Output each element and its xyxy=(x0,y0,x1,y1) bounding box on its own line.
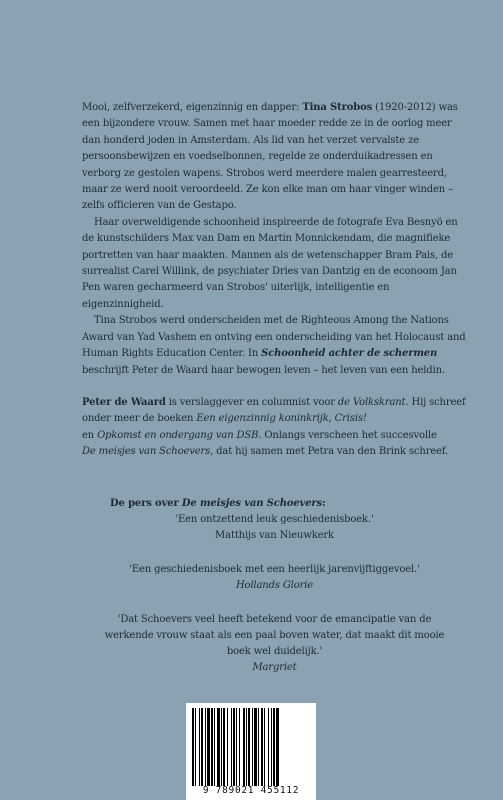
barcode-bars xyxy=(191,708,311,786)
blurb-paragraph-1 xyxy=(82,100,467,215)
newspaper-name: de Volkskrant xyxy=(337,396,406,408)
blurb-p1-body: (1920-2012) was een bijzondere vrouw. Samen met haar moeder redde ze in de oorlog meer dan honderd joden in Amsterdam. Als lid van het verzet vervalste ze persoonsbewijzen en voedselbonnen, regelde ze onderduikadressen en verborg ze gestolen wapens. Strobos werd meerdere malen gearresteerd, maar ze werd nooit veroordeeld. Ze kon elke man om haar vinger winden – zelfs officieren van de Gestapo. xyxy=(82,102,458,212)
blurb xyxy=(82,100,467,461)
quote-text: 'Dat Schoevers veel heeft betekend voor de emancipatie van de werkende vrouw staat als een paal boven water, dat maakt dit mooie boek wel duidelijk.' xyxy=(104,614,445,657)
author-bio-text-2: . Hij schreef onder meer de boeken xyxy=(82,396,466,425)
press-quote xyxy=(82,512,467,544)
author-bio-sep: , xyxy=(328,413,335,425)
quote-source: Matthijs van Nieuwkerk xyxy=(215,530,334,541)
press-header-colon: : xyxy=(322,498,326,509)
quote-text: 'Een ontzettend leuk geschiedenisboek.' xyxy=(175,514,374,525)
press-header-text: De pers over xyxy=(110,498,182,509)
blurb-p2-body: Haar overweldigende schoonheid inspireerde de fotografe Eva Besnyö en de kunstschilders Max van Dam en Martin Monnickendam, die magnifieke portretten van haar maakten. Mannen als de wetenschapper Bram Pais, de surrealist Carel Willink, de psychiater Dries van Dantzig en de econoom Jan Pen waren gecharmeerd van Strobos' uiterlijk, intelligentie en eigenzinnigheid. xyxy=(82,216,458,310)
author-bio xyxy=(82,395,467,461)
blurb-paragraph-2 xyxy=(82,215,467,313)
quote-source: Margriet xyxy=(252,662,297,673)
quote-text: 'Een geschiedenisboek met een heerlijk jarenvijftiggevoel.' xyxy=(129,564,420,575)
press-header-title: De meisjes van Schoevers xyxy=(181,498,323,509)
blurb-p1-intro: Mooi, zelfverzekerd, eigenzinnig en dapper: xyxy=(82,102,303,113)
author-book-4: De meisjes van Schoevers xyxy=(82,446,211,458)
quote-source: Hollands Glorie xyxy=(235,580,314,591)
press-quote xyxy=(82,562,467,594)
blurb-p3-body: beschrijft Peter de Waard haar bewogen leven – het leven van een heldin. xyxy=(82,364,445,376)
author-book-2: Crisis! xyxy=(334,413,367,425)
author-bio-text-5: , dat hij samen met Petra van den Brink schreef. xyxy=(210,446,449,458)
blurb-p3-intro: Tina Strobos werd onderscheiden met de Righteous Among the Nations Award van Yad Vashem en ontving een onderscheiding van het Holocaust and Human Rights Education Center. In xyxy=(82,315,466,360)
blurb-paragraph-3 xyxy=(82,313,467,379)
author-bio-text-4: . Onlangs verscheen het succesvolle xyxy=(258,429,437,441)
book-title: Schoonheid achter de schermen xyxy=(261,348,438,360)
author-name: Peter de Waard xyxy=(82,396,166,408)
isbn-number: 9 789021 455112 xyxy=(202,785,300,796)
press-header xyxy=(82,496,467,512)
author-bio-text-3: en xyxy=(82,429,98,441)
press-quotes xyxy=(82,496,467,694)
press-quote xyxy=(82,612,467,676)
subject-name: Tina Strobos xyxy=(302,102,373,113)
author-book-3: Opkomst en ondergang van DSB xyxy=(97,429,259,441)
author-bio-text-1: is verslaggever en columnist voor xyxy=(165,396,338,408)
isbn-barcode xyxy=(186,703,316,800)
author-book-1: Een eigenzinnig koninkrijk xyxy=(196,413,329,425)
